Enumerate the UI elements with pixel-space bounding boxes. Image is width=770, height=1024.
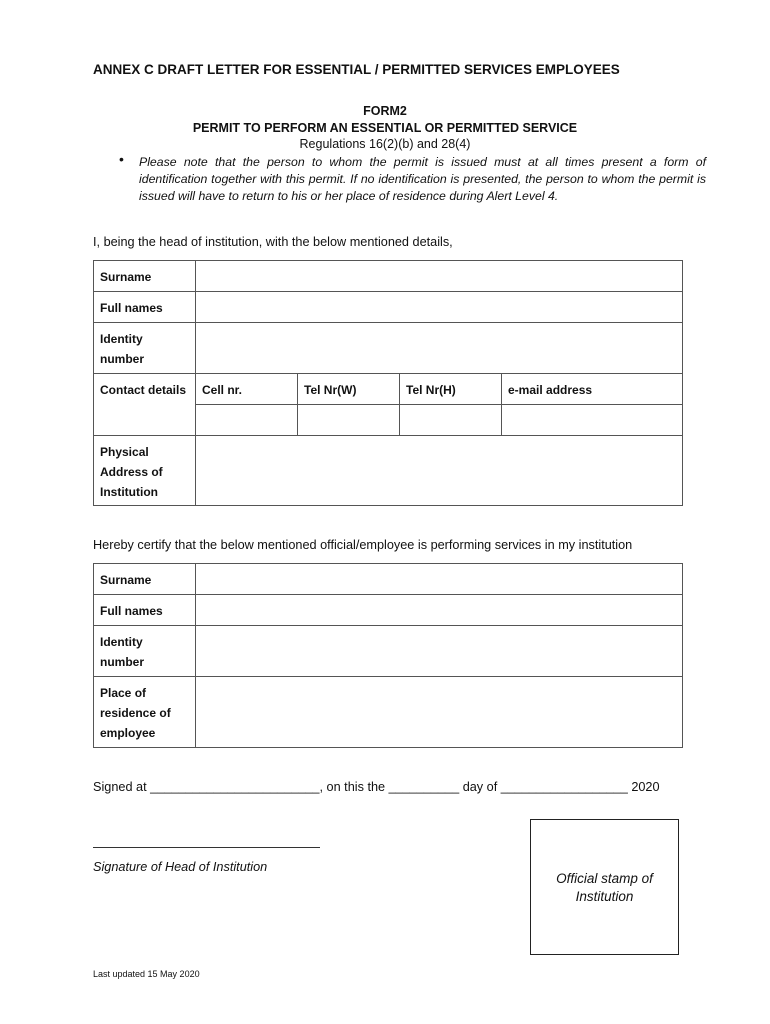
signature-line[interactable] bbox=[93, 847, 320, 848]
form-title: FORM2 bbox=[363, 104, 407, 118]
signed-at-line[interactable]: Signed at ________________________, on this the __________ day of __________________ 2020 bbox=[93, 780, 660, 794]
email-field[interactable] bbox=[502, 405, 683, 436]
surname-field[interactable] bbox=[196, 261, 683, 292]
table-row bbox=[94, 323, 683, 374]
place-of-residence-label: Place of residence of employee bbox=[94, 677, 196, 748]
annex-heading: ANNEX C DRAFT LETTER FOR ESSENTIAL / PERMITTED SERVICES EMPLOYEES bbox=[93, 62, 620, 77]
last-updated-footer: Last updated 15 May 2020 bbox=[93, 969, 200, 979]
official-stamp-box bbox=[530, 819, 679, 955]
table-row bbox=[94, 626, 683, 677]
email-header: e-mail address bbox=[502, 374, 683, 405]
table-row bbox=[94, 677, 683, 748]
table-row bbox=[94, 261, 683, 292]
table-row bbox=[94, 374, 683, 405]
regulations-reference: Regulations 16(2)(b) and 28(4) bbox=[299, 137, 471, 151]
institution-intro: I, being the head of institution, with the below mentioned details, bbox=[93, 235, 453, 249]
tel-home-field[interactable] bbox=[400, 405, 502, 436]
table-row bbox=[94, 595, 683, 626]
bullet-icon: • bbox=[119, 151, 124, 167]
table-row bbox=[94, 564, 683, 595]
employee-details-table bbox=[93, 563, 683, 748]
cell-number-header: Cell nr. bbox=[196, 374, 298, 405]
physical-address-field[interactable] bbox=[196, 436, 683, 506]
employee-intro: Hereby certify that the below mentioned official/employee is performing services in my institution bbox=[93, 538, 633, 552]
physical-address-label: Physical Address of Institution bbox=[94, 436, 196, 506]
tel-home-header: Tel Nr(H) bbox=[400, 374, 502, 405]
stamp-label: Official stamp of Institution bbox=[556, 871, 653, 904]
place-of-residence-field[interactable] bbox=[196, 677, 683, 748]
full-names-label: Full names bbox=[94, 292, 196, 323]
identity-number-label: Identity number bbox=[94, 323, 196, 374]
identity-number-field[interactable] bbox=[196, 323, 683, 374]
employee-identity-number-field[interactable] bbox=[196, 626, 683, 677]
table-row bbox=[94, 436, 683, 506]
table-row bbox=[94, 292, 683, 323]
contact-details-label: Contact details bbox=[94, 374, 196, 436]
tel-work-field[interactable] bbox=[298, 405, 400, 436]
employee-identity-number-label: Identity number bbox=[94, 626, 196, 677]
tel-work-header: Tel Nr(W) bbox=[298, 374, 400, 405]
employee-surname-field[interactable] bbox=[196, 564, 683, 595]
surname-label: Surname bbox=[94, 261, 196, 292]
signature-caption: Signature of Head of Institution bbox=[93, 860, 268, 874]
identification-note: Please note that the person to whom the permit is issued must at all times present a form of identification together with this permit. If no identification is presented, the person to whom the permit is issued will have to return to his or her place of residence during Alert Level 4. bbox=[139, 155, 706, 204]
employee-full-names-field[interactable] bbox=[196, 595, 683, 626]
employee-full-names-label: Full names bbox=[94, 595, 196, 626]
employee-surname-label: Surname bbox=[94, 564, 196, 595]
cell-number-field[interactable] bbox=[196, 405, 298, 436]
full-names-field[interactable] bbox=[196, 292, 683, 323]
permit-title: PERMIT TO PERFORM AN ESSENTIAL OR PERMITTED SERVICE bbox=[192, 121, 578, 135]
institution-details-table bbox=[93, 260, 683, 506]
